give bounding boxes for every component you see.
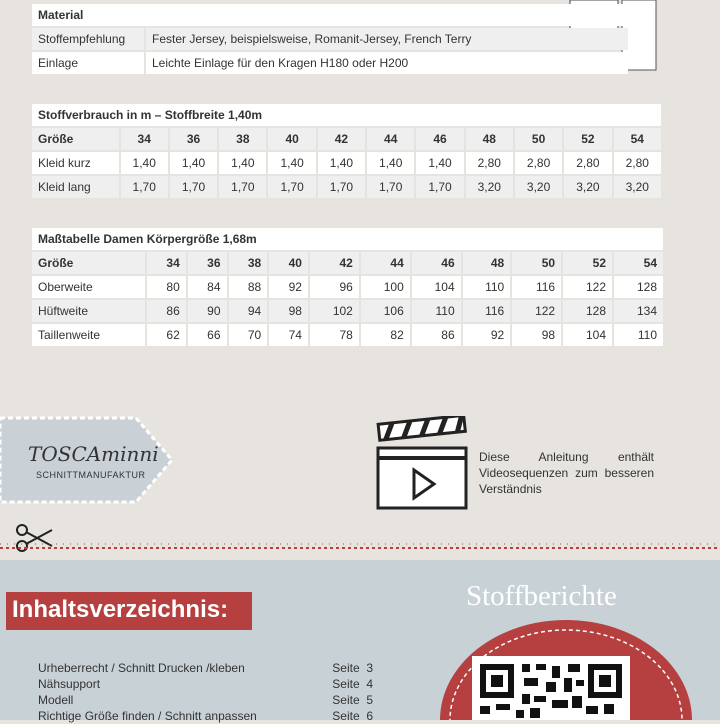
toc-item[interactable] [38, 708, 373, 724]
material-label: Stoffempfehlung [32, 28, 144, 50]
value-cell: 1,40 [170, 152, 217, 174]
toc-item-label: Nähsupport [38, 677, 101, 691]
size-cell: 50 [512, 252, 561, 274]
size-cell: 36 [188, 252, 227, 274]
toc-item-label: Urheberrecht / Schnitt Drucken /kleben [38, 661, 245, 675]
value-cell: 2,80 [466, 152, 513, 174]
toc-item-page: Seite 5 [332, 693, 373, 707]
material-title: Material [32, 4, 628, 26]
value-cell: 104 [412, 276, 461, 298]
value-cell: 84 [188, 276, 227, 298]
size-cell: 40 [269, 252, 308, 274]
value-cell: 1,70 [318, 176, 365, 198]
video-clapperboard-icon [374, 416, 470, 512]
value-cell: 2,80 [564, 152, 611, 174]
size-cell: 46 [416, 128, 463, 150]
value-cell: 134 [614, 300, 663, 322]
row-label: Kleid kurz [32, 152, 119, 174]
value-cell: 92 [463, 324, 511, 346]
material-value: Fester Jersey, beispielsweise, Romanit-Jersey, French Terry [146, 28, 628, 50]
fabric-reports-title: Stoffberichte [466, 580, 617, 612]
value-cell: 128 [614, 276, 663, 298]
measurement-title: Maßtabelle Damen Körpergröße 1,68m [32, 228, 663, 250]
value-cell: 1,70 [268, 176, 315, 198]
material-label: Einlage [32, 52, 144, 74]
size-cell: 48 [466, 128, 513, 150]
value-cell: 90 [188, 300, 227, 322]
value-cell: 3,20 [564, 176, 611, 198]
value-cell: 1,40 [121, 152, 168, 174]
value-cell: 122 [512, 300, 561, 322]
value-cell: 128 [563, 300, 612, 322]
seam-divider [0, 540, 720, 556]
value-cell: 1,40 [416, 152, 463, 174]
size-cell: 54 [614, 252, 663, 274]
size-cell: 36 [170, 128, 217, 150]
value-cell: 1,40 [367, 152, 414, 174]
value-cell: 110 [463, 276, 511, 298]
toc-item-page: Seite 6 [332, 709, 373, 723]
toc-item-label: Richtige Größe finden / Schnitt anpassen [38, 709, 257, 723]
toc-item[interactable] [38, 692, 373, 708]
size-cell: 44 [361, 252, 410, 274]
value-cell: 70 [229, 324, 268, 346]
value-cell: 1,70 [121, 176, 168, 198]
value-cell: 3,20 [515, 176, 562, 198]
size-cell: 50 [515, 128, 562, 150]
qr-code-icon[interactable] [472, 656, 630, 720]
size-cell: 52 [564, 128, 611, 150]
material-value: Leichte Einlage für den Kragen H180 oder H200 [146, 52, 628, 74]
value-cell: 1,70 [416, 176, 463, 198]
value-cell: 102 [310, 300, 359, 322]
value-cell: 106 [361, 300, 410, 322]
size-cell: 40 [268, 128, 315, 150]
size-cell: 34 [121, 128, 168, 150]
value-cell: 100 [361, 276, 410, 298]
value-cell: 78 [310, 324, 359, 346]
value-cell: 1,40 [318, 152, 365, 174]
value-cell: 1,40 [268, 152, 315, 174]
value-cell: 62 [147, 324, 186, 346]
value-cell: 2,80 [614, 152, 661, 174]
value-cell: 104 [563, 324, 612, 346]
toc-item[interactable] [38, 660, 373, 676]
value-cell: 110 [412, 300, 461, 322]
toc-item[interactable] [38, 676, 373, 692]
value-cell: 1,70 [367, 176, 414, 198]
value-cell: 3,20 [614, 176, 661, 198]
value-cell: 3,20 [466, 176, 513, 198]
row-label: Kleid lang [32, 176, 119, 198]
value-cell: 66 [188, 324, 227, 346]
value-cell: 116 [463, 300, 511, 322]
size-cell: 52 [563, 252, 612, 274]
value-cell: 110 [614, 324, 663, 346]
row-label: Hüftweite [32, 300, 145, 322]
measurement-table [30, 226, 665, 348]
size-cell: 42 [318, 128, 365, 150]
toc-item-label: Modell [38, 693, 74, 707]
value-cell: 1,70 [219, 176, 266, 198]
toc-list [38, 660, 373, 724]
row-label: Oberweite [32, 276, 145, 298]
value-cell: 94 [229, 300, 268, 322]
value-cell: 98 [269, 300, 308, 322]
brand-subtitle: SCHNITTMANUFAKTUR [36, 470, 146, 480]
value-cell: 92 [269, 276, 308, 298]
value-cell: 86 [147, 300, 186, 322]
size-cell: 42 [310, 252, 359, 274]
size-cell: 38 [219, 128, 266, 150]
value-cell: 122 [563, 276, 612, 298]
toc-item-page: Seite 4 [332, 677, 373, 691]
value-cell: 86 [412, 324, 461, 346]
size-cell: 34 [147, 252, 186, 274]
value-cell: 88 [229, 276, 268, 298]
size-cell: 54 [614, 128, 661, 150]
value-cell: 2,80 [515, 152, 562, 174]
video-note: Diese Anleitung enthält Videosequenzen zum besseren Verständnis [479, 450, 654, 496]
toc-item-page: Seite 3 [332, 661, 373, 675]
value-cell: 96 [310, 276, 359, 298]
size-cell: 46 [412, 252, 461, 274]
fabric-usage-title: Stoffverbrauch in m – Stoffbreite 1,40m [32, 104, 661, 126]
fabric-usage-table [30, 102, 663, 200]
toc-title: Inhaltsverzeichnis: [12, 596, 229, 623]
row-label: Taillenweite [32, 324, 145, 346]
brand-logo: TOSCAminni [28, 442, 159, 466]
size-header: Größe [32, 252, 145, 274]
value-cell: 1,40 [219, 152, 266, 174]
size-cell: 48 [463, 252, 511, 274]
value-cell: 82 [361, 324, 410, 346]
material-table [30, 2, 630, 76]
value-cell: 116 [512, 276, 561, 298]
size-header: Größe [32, 128, 119, 150]
size-cell: 44 [367, 128, 414, 150]
value-cell: 1,70 [170, 176, 217, 198]
value-cell: 74 [269, 324, 308, 346]
size-cell: 38 [229, 252, 268, 274]
value-cell: 80 [147, 276, 186, 298]
value-cell: 98 [512, 324, 561, 346]
